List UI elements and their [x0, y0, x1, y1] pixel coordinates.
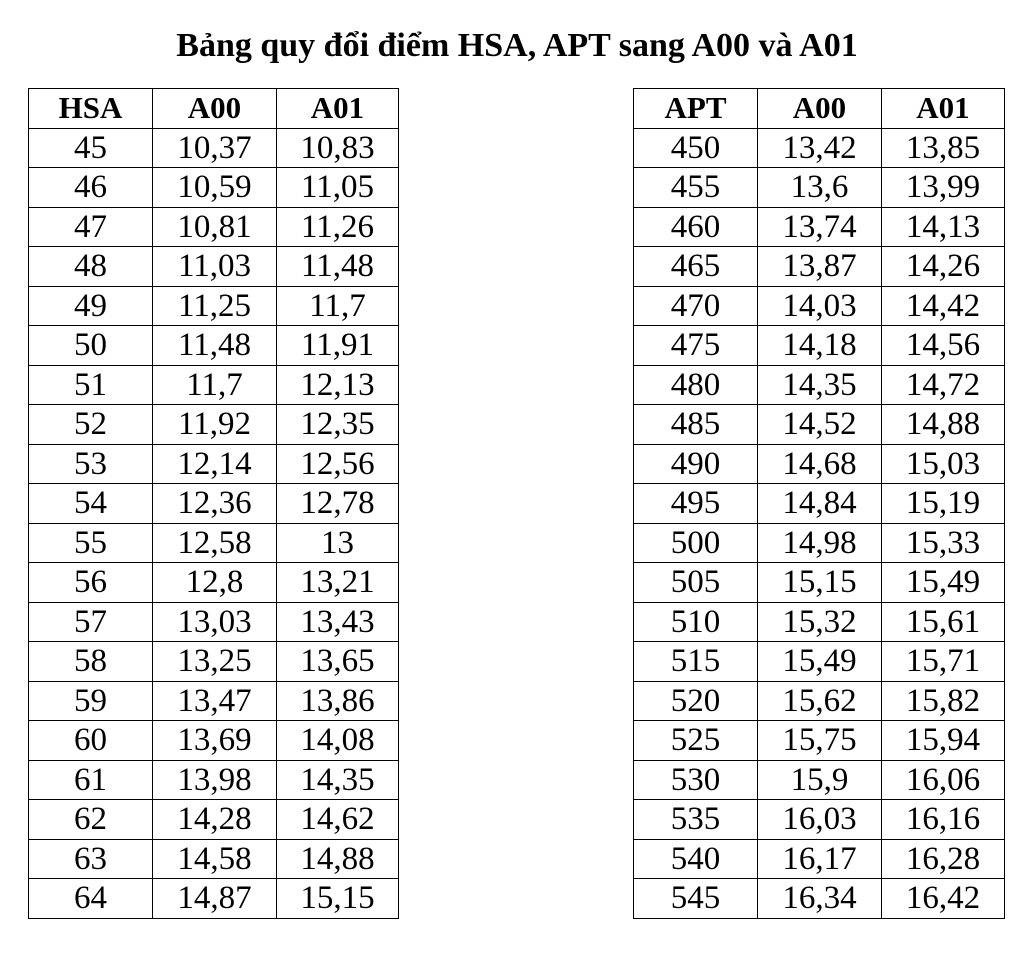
table-row: [29, 207, 399, 247]
score-cell: 545: [634, 879, 758, 919]
a01-cell: 16,42: [882, 879, 1005, 919]
table-row: [634, 326, 1005, 366]
table-row: [29, 405, 399, 445]
table-row: [29, 247, 399, 287]
a00-cell: 14,87: [153, 879, 277, 919]
a01-cell: 13: [277, 523, 399, 563]
table-row: [29, 681, 399, 721]
table-row: [634, 760, 1005, 800]
score-cell: 490: [634, 444, 758, 484]
score-cell: 52: [29, 405, 153, 445]
a01-cell: 11,26: [277, 207, 399, 247]
table-row: [634, 721, 1005, 761]
score-cell: 62: [29, 800, 153, 840]
table-row: [634, 563, 1005, 603]
score-cell: 53: [29, 444, 153, 484]
score-cell: 525: [634, 721, 758, 761]
table-row: [29, 168, 399, 208]
table-row: [29, 602, 399, 642]
hsa-conversion-table: [28, 88, 399, 919]
table-row: [29, 523, 399, 563]
score-cell: 470: [634, 286, 758, 326]
score-cell: 64: [29, 879, 153, 919]
score-cell: 460: [634, 207, 758, 247]
a01-cell: 16,16: [882, 800, 1005, 840]
a00-cell: 15,9: [758, 760, 882, 800]
score-cell: 515: [634, 642, 758, 682]
a00-cell: 14,98: [758, 523, 882, 563]
a01-cell: 14,62: [277, 800, 399, 840]
score-cell: 46: [29, 168, 153, 208]
table-row: [29, 760, 399, 800]
score-cell: 56: [29, 563, 153, 603]
column-header-a00: A00: [758, 89, 882, 129]
column-header-hsa: HSA: [29, 89, 153, 129]
a01-cell: 15,15: [277, 879, 399, 919]
score-cell: 48: [29, 247, 153, 287]
a00-cell: 16,03: [758, 800, 882, 840]
table-row: [634, 207, 1005, 247]
table-row: [29, 286, 399, 326]
page-title: Bảng quy đổi điểm HSA, APT sang A00 và A01: [176, 27, 858, 64]
column-header-apt: APT: [634, 89, 758, 129]
a00-cell: 10,59: [153, 168, 277, 208]
table-row: [634, 642, 1005, 682]
table-row: [29, 484, 399, 524]
a00-cell: 11,92: [153, 405, 277, 445]
a00-cell: 13,47: [153, 681, 277, 721]
table-row: [634, 602, 1005, 642]
score-cell: 58: [29, 642, 153, 682]
a01-cell: 15,03: [882, 444, 1005, 484]
a00-cell: 12,58: [153, 523, 277, 563]
a01-cell: 15,33: [882, 523, 1005, 563]
table-row: [634, 800, 1005, 840]
a00-cell: 15,62: [758, 681, 882, 721]
score-cell: 49: [29, 286, 153, 326]
score-cell: 47: [29, 207, 153, 247]
a01-cell: 13,43: [277, 602, 399, 642]
a01-cell: 12,78: [277, 484, 399, 524]
a01-cell: 14,26: [882, 247, 1005, 287]
table-row: [29, 444, 399, 484]
table-row: [634, 523, 1005, 563]
table-row: [29, 721, 399, 761]
score-cell: 495: [634, 484, 758, 524]
apt-conversion-table: [633, 88, 1005, 919]
a00-cell: 13,42: [758, 128, 882, 168]
table-row: [634, 444, 1005, 484]
a01-cell: 14,88: [277, 839, 399, 879]
score-cell: 51: [29, 365, 153, 405]
table-row: [634, 128, 1005, 168]
a00-cell: 15,75: [758, 721, 882, 761]
a00-cell: 16,17: [758, 839, 882, 879]
score-cell: 45: [29, 128, 153, 168]
a01-cell: 11,7: [277, 286, 399, 326]
score-cell: 540: [634, 839, 758, 879]
a01-cell: 10,83: [277, 128, 399, 168]
table-header-row: [634, 89, 1005, 129]
a01-cell: 14,88: [882, 405, 1005, 445]
a00-cell: 11,7: [153, 365, 277, 405]
a00-cell: 10,81: [153, 207, 277, 247]
column-header-a01: A01: [882, 89, 1005, 129]
table-row: [634, 484, 1005, 524]
score-cell: 520: [634, 681, 758, 721]
score-cell: 465: [634, 247, 758, 287]
table-row: [634, 286, 1005, 326]
a00-cell: 12,36: [153, 484, 277, 524]
score-cell: 505: [634, 563, 758, 603]
a00-cell: 15,32: [758, 602, 882, 642]
table-row: [634, 168, 1005, 208]
table-row: [29, 642, 399, 682]
a01-cell: 12,56: [277, 444, 399, 484]
a01-cell: 11,91: [277, 326, 399, 366]
a01-cell: 14,56: [882, 326, 1005, 366]
a01-cell: 14,08: [277, 721, 399, 761]
table-row: [634, 839, 1005, 879]
a00-cell: 14,35: [758, 365, 882, 405]
a01-cell: 11,48: [277, 247, 399, 287]
score-cell: 535: [634, 800, 758, 840]
score-cell: 485: [634, 405, 758, 445]
a00-cell: 13,98: [153, 760, 277, 800]
a00-cell: 11,48: [153, 326, 277, 366]
a00-cell: 14,68: [758, 444, 882, 484]
score-cell: 480: [634, 365, 758, 405]
a01-cell: 12,35: [277, 405, 399, 445]
score-cell: 61: [29, 760, 153, 800]
a01-cell: 15,61: [882, 602, 1005, 642]
a00-cell: 14,28: [153, 800, 277, 840]
table-row: [634, 247, 1005, 287]
a01-cell: 11,05: [277, 168, 399, 208]
a01-cell: 14,72: [882, 365, 1005, 405]
a00-cell: 12,14: [153, 444, 277, 484]
score-cell: 60: [29, 721, 153, 761]
score-cell: 500: [634, 523, 758, 563]
a01-cell: 13,86: [277, 681, 399, 721]
table-row: [634, 879, 1005, 919]
table-row: [29, 326, 399, 366]
score-cell: 455: [634, 168, 758, 208]
score-cell: 510: [634, 602, 758, 642]
score-cell: 450: [634, 128, 758, 168]
score-cell: 55: [29, 523, 153, 563]
table-row: [29, 128, 399, 168]
a00-cell: 11,03: [153, 247, 277, 287]
a00-cell: 15,15: [758, 563, 882, 603]
a00-cell: 14,18: [758, 326, 882, 366]
a01-cell: 15,82: [882, 681, 1005, 721]
a01-cell: 15,49: [882, 563, 1005, 603]
a00-cell: 15,49: [758, 642, 882, 682]
table-header-row: [29, 89, 399, 129]
table-row: [634, 365, 1005, 405]
score-cell: 63: [29, 839, 153, 879]
a00-cell: 11,25: [153, 286, 277, 326]
a01-cell: 15,71: [882, 642, 1005, 682]
table-row: [29, 563, 399, 603]
score-cell: 54: [29, 484, 153, 524]
a01-cell: 14,13: [882, 207, 1005, 247]
a00-cell: 14,58: [153, 839, 277, 879]
a01-cell: 13,65: [277, 642, 399, 682]
a01-cell: 16,28: [882, 839, 1005, 879]
a00-cell: 13,03: [153, 602, 277, 642]
a00-cell: 16,34: [758, 879, 882, 919]
a00-cell: 13,87: [758, 247, 882, 287]
a00-cell: 10,37: [153, 128, 277, 168]
score-cell: 57: [29, 602, 153, 642]
a00-cell: 13,25: [153, 642, 277, 682]
column-header-a00: A00: [153, 89, 277, 129]
table-row: [29, 800, 399, 840]
a01-cell: 12,13: [277, 365, 399, 405]
table-row: [634, 405, 1005, 445]
score-cell: 475: [634, 326, 758, 366]
a01-cell: 15,19: [882, 484, 1005, 524]
score-cell: 530: [634, 760, 758, 800]
a00-cell: 13,69: [153, 721, 277, 761]
a01-cell: 14,42: [882, 286, 1005, 326]
a00-cell: 14,52: [758, 405, 882, 445]
a00-cell: 14,03: [758, 286, 882, 326]
score-cell: 50: [29, 326, 153, 366]
score-cell: 59: [29, 681, 153, 721]
table-row: [29, 839, 399, 879]
a00-cell: 12,8: [153, 563, 277, 603]
a01-cell: 13,99: [882, 168, 1005, 208]
a01-cell: 13,85: [882, 128, 1005, 168]
a01-cell: 15,94: [882, 721, 1005, 761]
column-header-a01: A01: [277, 89, 399, 129]
a01-cell: 13,21: [277, 563, 399, 603]
a00-cell: 13,74: [758, 207, 882, 247]
a01-cell: 14,35: [277, 760, 399, 800]
a00-cell: 14,84: [758, 484, 882, 524]
a01-cell: 16,06: [882, 760, 1005, 800]
table-row: [29, 365, 399, 405]
a00-cell: 13,6: [758, 168, 882, 208]
table-row: [634, 681, 1005, 721]
table-row: [29, 879, 399, 919]
